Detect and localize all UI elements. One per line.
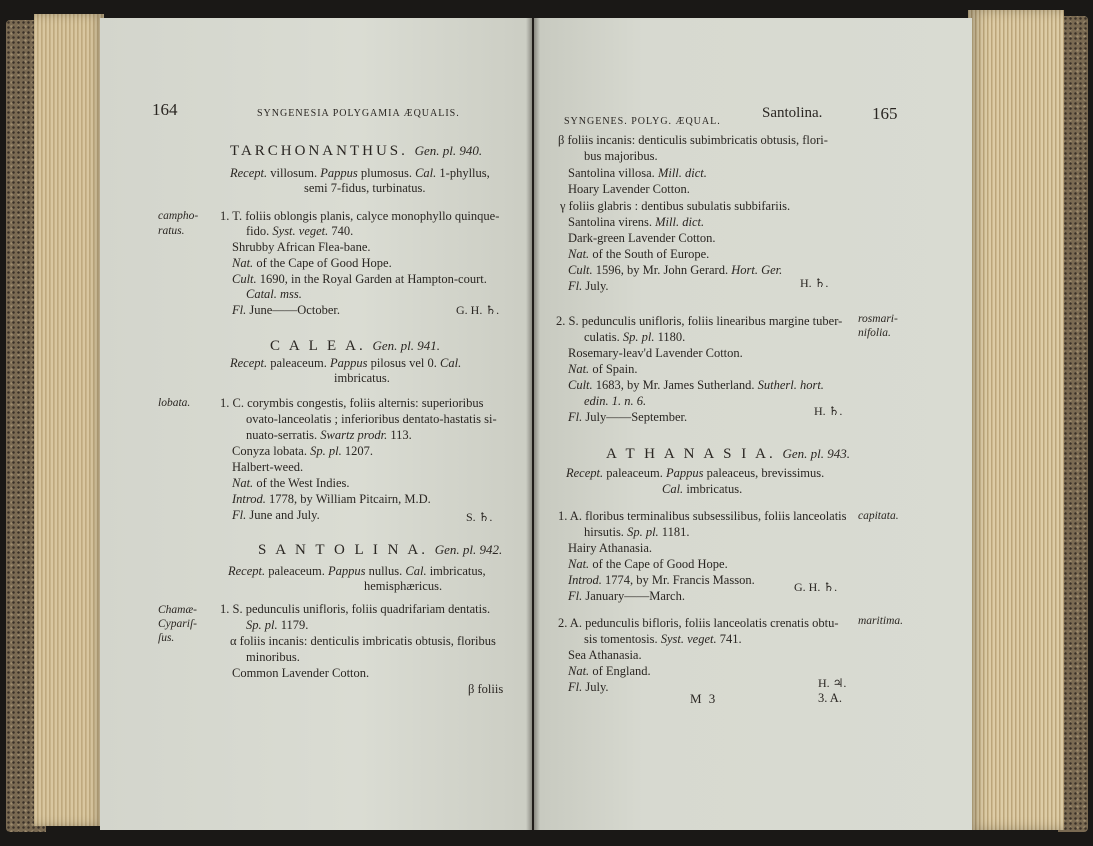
species-description-cont: sis tomentosis. Syst. veget. 741. xyxy=(584,632,742,646)
common-name: Dark-green Lavender Cotton. xyxy=(568,231,716,245)
signature-mark: M 3 xyxy=(690,691,718,706)
right-page-number: 165 xyxy=(872,104,898,123)
flowering-line: Fl. July. xyxy=(568,279,609,293)
common-name: Hairy Athanasia. xyxy=(568,541,653,555)
margin-name-rosmarinifolia-cont: nifolia. xyxy=(858,327,891,339)
native-line: Nat. of the West Indies. xyxy=(232,476,350,490)
book-gutter xyxy=(526,18,540,830)
calea-characters: Recept. paleaceum. Pappus pilosus vel 0. Cal. xyxy=(230,356,462,370)
species-description: 1. C. corymbis congestis, foliis alternis: superioribus xyxy=(220,396,484,410)
athanasia-characters-cont: Cal. imbricatus. xyxy=(662,482,743,496)
flowering-line: Fl. January——March. xyxy=(568,589,685,603)
habitat-symbol: H. ♄. xyxy=(814,404,843,418)
common-name: Shrubby African Flea-bane. xyxy=(232,240,371,254)
species-description-cont: nuato-serratis. Swartz prodr. 113. xyxy=(246,428,412,442)
page-edges-left xyxy=(34,14,104,826)
left-running-head: SYNGENESIA POLYGAMIA ÆQUALIS. xyxy=(257,108,460,119)
species-description-cont: ovato-lanceolatis ; inferioribus dentato-hastatis si- xyxy=(246,412,497,426)
catchword: β foliis xyxy=(468,682,504,696)
margin-name-capitata: capitata. xyxy=(858,510,899,522)
common-name: Sea Athanasia. xyxy=(568,648,642,662)
native-line: Nat. of the Cape of Good Hope. xyxy=(232,256,392,270)
margin-name-chamaecyparissus: Chamæ- xyxy=(158,604,197,616)
native-line: Nat. of Spain. xyxy=(568,362,638,376)
habitat-symbol: G. H. ♄. xyxy=(794,580,838,594)
margin-name-camphoratus: campho- xyxy=(158,210,199,222)
variety-beta: β foliis incanis: denticulis subimbricatis obtusis, flori- xyxy=(558,133,828,147)
species-description: 2. S. pedunculis unifloris, foliis linearibus margine tuber- xyxy=(556,314,843,328)
variety-alpha: α foliis incanis: denticulis imbricatis obtusis, floribus xyxy=(230,634,496,648)
habitat-symbol: G. H. ♄. xyxy=(456,303,500,317)
catchword: 3. A. xyxy=(818,691,842,705)
flowering-line: Fl. June——October. xyxy=(232,303,340,317)
introduction-line: Introd. 1778, by William Pitcairn, M.D. xyxy=(232,492,431,506)
cultivation-line: Cult. 1683, by Mr. James Sutherland. Sutherl. hort. xyxy=(568,378,824,392)
genus-heading-tarchonanthus: TARCHONANTHUS. Gen. pl. 940. xyxy=(230,143,483,159)
species-description-cont: culatis. Sp. pl. 1180. xyxy=(584,330,686,344)
variety-beta-cont: bus majoribus. xyxy=(584,149,658,163)
santolina-characters-cont: hemisphæricus. xyxy=(364,579,443,593)
margin-name-rosmarinifolia: rosmari- xyxy=(858,313,898,325)
species-description: 2. A. pedunculis bifloris, foliis lanceolatis crenatis obtu- xyxy=(558,616,839,630)
synonym-line: Santolina virens. Mill. dict. xyxy=(568,215,705,229)
species-description-cont: fido. Syst. veget. 740. xyxy=(246,224,354,238)
athanasia-characters: Recept. paleaceum. Pappus paleaceus, brevissimus. xyxy=(566,466,825,480)
synonym-line: Conyza lobata. Sp. pl. 1207. xyxy=(232,444,373,458)
margin-name-lobata: lobata. xyxy=(158,397,191,409)
introduction-line: Introd. 1774, by Mr. Francis Masson. xyxy=(568,573,755,587)
species-description-cont: hirsutis. Sp. pl. 1181. xyxy=(584,525,690,539)
habitat-symbol: H. ♃. xyxy=(818,676,847,690)
tarchonanthus-characters: Recept. villosum. Pappus plumosus. Cal. 1-phyllus, xyxy=(230,166,490,180)
tarchonanthus-characters-cont: semi 7-fidus, turbinatus. xyxy=(304,181,426,195)
santolina-characters: Recept. paleaceum. Pappus nullus. Cal. imbricatus, xyxy=(228,564,486,578)
flowering-line: Fl. June and July. xyxy=(232,508,320,522)
variety-alpha-cont: minoribus. xyxy=(246,650,300,664)
synonym-line: Santolina villosa. Mill. dict. xyxy=(568,166,707,180)
flowering-line: Fl. July——September. xyxy=(568,410,688,424)
common-name: Common Lavender Cotton. xyxy=(232,666,370,680)
native-line: Nat. of England. xyxy=(568,664,651,678)
native-line: Nat. of the Cape of Good Hope. xyxy=(568,557,728,571)
right-running-genus: Santolina. xyxy=(762,105,823,121)
species-description: 1. T. foliis oblongis planis, calyce monophyllo quinque- xyxy=(220,209,500,223)
cultivation-ref: edin. 1. n. 6. xyxy=(584,394,647,408)
page-edges-right xyxy=(968,10,1064,830)
cultivation-line: Cult. 1596, by Mr. John Gerard. Hort. Ger. xyxy=(568,263,783,277)
margin-name-chamaecyparissus-cont: Cypariſ- xyxy=(158,618,197,630)
flowering-line: Fl. July. xyxy=(568,680,609,694)
habitat-symbol: S. ♄. xyxy=(466,510,493,524)
genus-heading-calea: C A L E A. Gen. pl. 941. xyxy=(270,338,440,354)
margin-name-camphoratus-cont: ratus. xyxy=(158,225,185,237)
cultivation-line: Cult. 1690, in the Royal Garden at Hampton-court. xyxy=(232,272,487,286)
margin-name-chamaecyparissus-cont: ſus. xyxy=(158,632,175,644)
left-page-number: 164 xyxy=(152,100,178,119)
species-description: 1. A. floribus terminalibus subsessilibus, foliis lanceolatis xyxy=(558,509,847,523)
common-name: Halbert-weed. xyxy=(232,460,304,474)
species-description: 1. S. pedunculis unifloris, foliis quadrifariam dentatis. xyxy=(220,602,491,616)
variety-gamma: γ foliis glabris : dentibus subulatis subbifariis. xyxy=(560,199,791,213)
genus-heading-santolina: S A N T O L I N A. Gen. pl. 942. xyxy=(258,542,503,558)
species-description-cont: Sp. pl. 1179. xyxy=(246,618,309,632)
margin-name-maritima: maritima. xyxy=(858,615,904,627)
common-name: Rosemary-leav'd Lavender Cotton. xyxy=(568,346,743,360)
native-line: Nat. of the South of Europe. xyxy=(568,247,710,261)
calea-characters-cont: imbricatus. xyxy=(334,371,390,385)
catalogue-ref: Catal. mss. xyxy=(246,287,302,301)
genus-heading-athanasia: A T H A N A S I A. Gen. pl. 943. xyxy=(606,446,851,462)
habitat-symbol: H. ♄. xyxy=(800,276,829,290)
common-name: Hoary Lavender Cotton. xyxy=(568,182,690,196)
right-running-head: SYNGENES. POLYG. ÆQUAL. xyxy=(564,116,721,127)
